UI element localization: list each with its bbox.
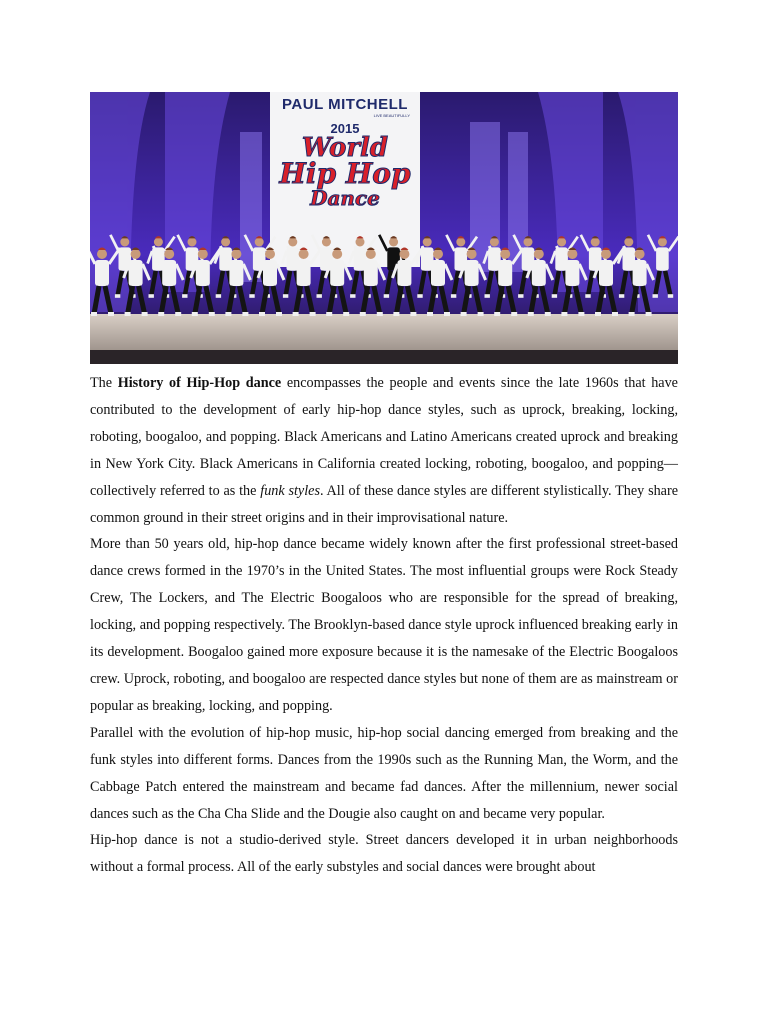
p1-intro: The	[90, 375, 118, 391]
paragraph-2: More than 50 years old, hip-hop dance became widely known after the first professional street-based dance crews formed in the 1970’s in the United States. The most influential groups were Rock Steady Crew, The Lockers, and The Electric Boogaloos who are responsible for the spread of breaking, locking, and popping respectively. The Brooklyn-based dance style uprock influenced breaking early in its development. Boogaloo gained more exposure because it is the namesake of the Electric Boogaloos crew. Uprock, roboting, and boogaloo are respected dance styles but none of them are as mainstream or popular as breaking, locking, and popping.	[90, 536, 678, 714]
article-body	[90, 370, 678, 881]
paragraph-3: Parallel with the evolution of hip-hop music, hip-hop social dancing emerged from breaking and the funk styles into different forms. Dances from the 1990s such as the Running Man, the Worm, and the Cabbage Patch entered the mainstream and became fad dances. After the millennium, newer social dances such as the Cha Cha Slide and the Dougie also caught on and became very popular.	[90, 724, 678, 822]
p1-text-2: . All of these dance styles are different stylistically. They share common ground in their street origins and in their improvisational nature.	[90, 482, 679, 526]
event-year: 2015	[330, 121, 360, 136]
event-banner	[270, 96, 420, 208]
event-title-dance: Dance	[310, 186, 380, 210]
p1-text-1: encompasses the people and events since the late 1960s that have contributed to the development of early hip-hop dance styles, such as uprock, breaking, locking, roboting, boogaloo, and popping. Black Americans and Latino Americans created uprock and breaking in New York City. Black Americans in California created locking, roboting, boogaloo, and popping—collectively referred to as the	[90, 375, 678, 499]
paragraph-1	[90, 370, 678, 531]
stage-photo	[90, 92, 678, 364]
brand-tagline: LIVE BEAUTIFULLY	[373, 113, 410, 118]
event-title-hiphop: Hip Hop	[279, 157, 411, 190]
event-title-world: World	[301, 133, 389, 163]
paragraph-4: Hip-hop dance is not a studio-derived style. Street dancers developed it in urban neighborhoods without a formal process. All of the early substyles and social dances were brought about	[90, 832, 678, 876]
brand-logo: PAUL MITCHELL	[282, 96, 408, 113]
history-term: History of Hip-Hop dance	[117, 375, 282, 391]
funk-styles-term: funk styles	[260, 482, 320, 499]
